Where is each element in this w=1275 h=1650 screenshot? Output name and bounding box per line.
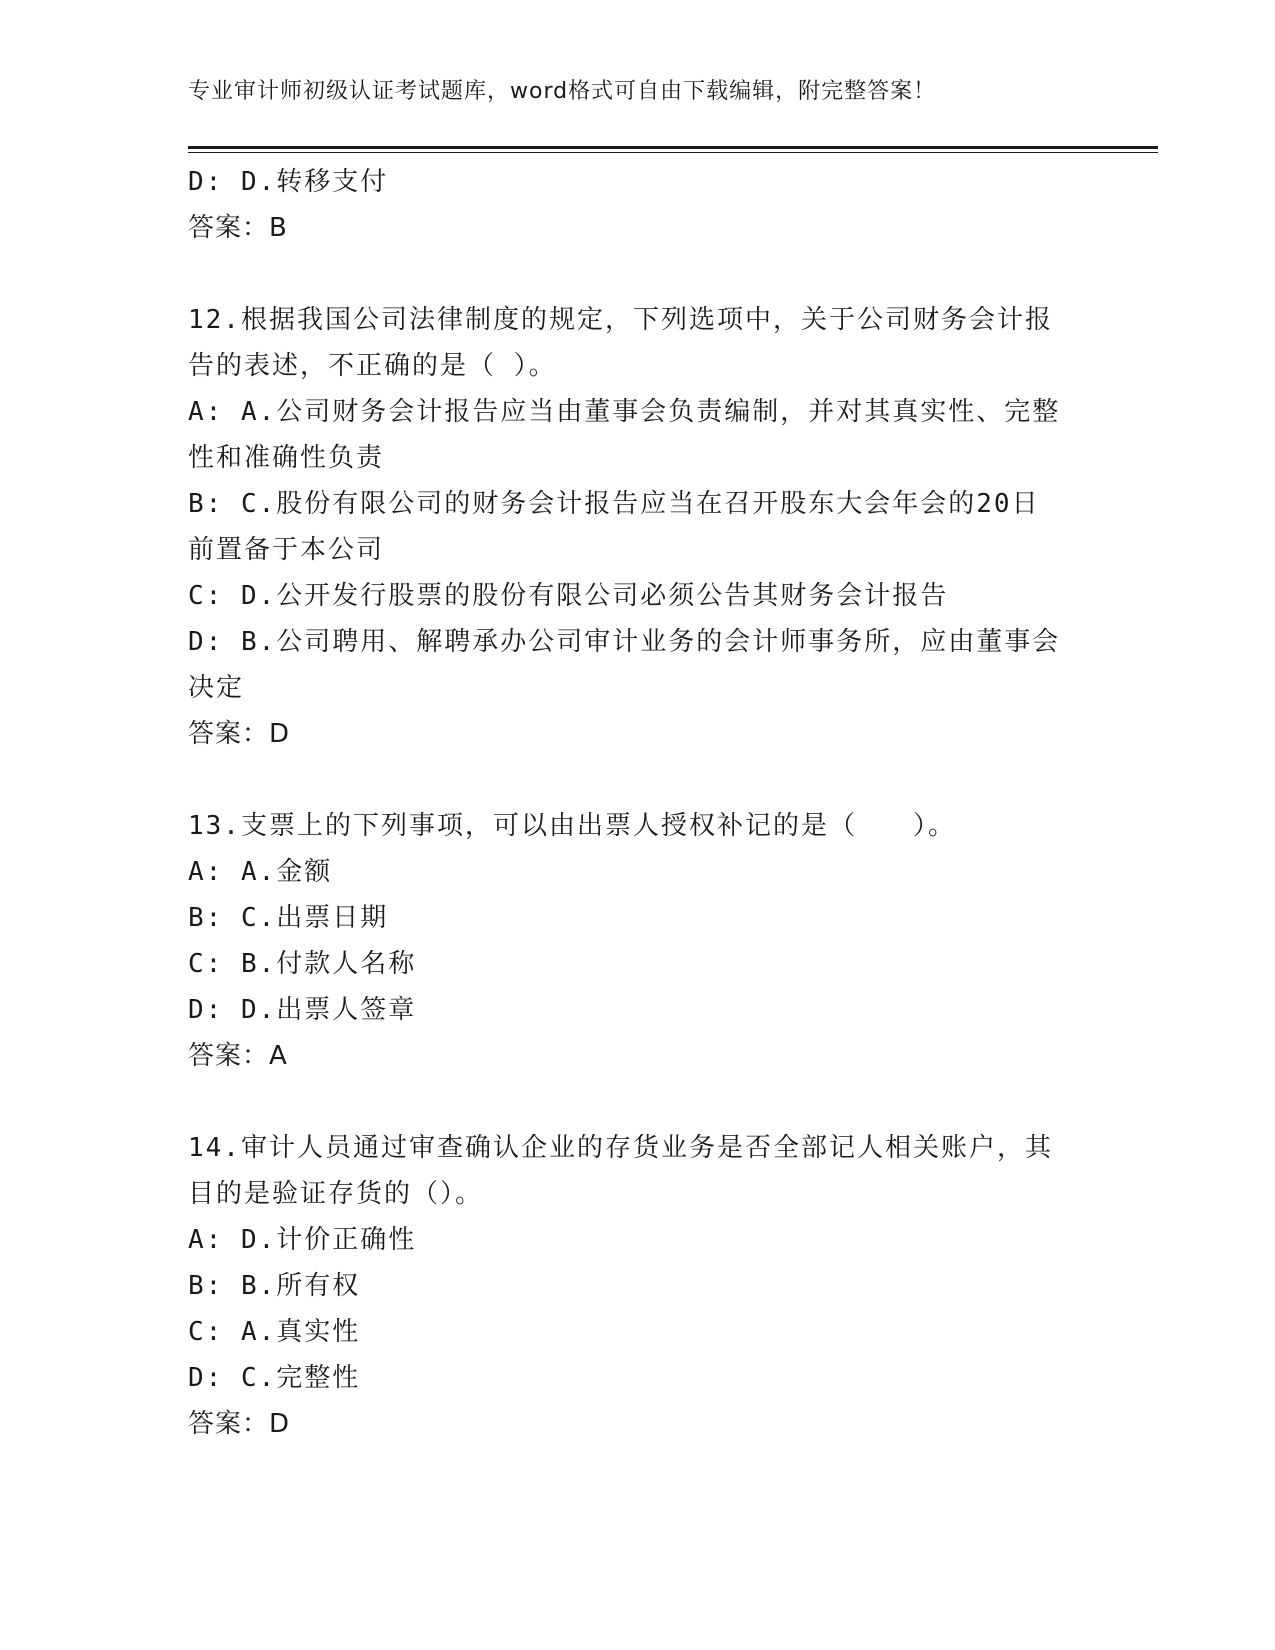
option-line: C: A.真实性 [188,1317,361,1347]
option-line: 性和准确性负责 [188,443,385,473]
header-rule-thick [188,146,1158,149]
question-block [188,803,1088,1079]
option-line: C: D.公开发行股票的股份有限公司必须公告其财务会计报告 [188,581,949,611]
option-line: D: D.转移支付 [188,167,389,197]
question-stem-line: 12.根据我国公司法律制度的规定，下列选项中，关于公司财务会计报 [188,305,1053,335]
option-line: A: D.计价正确性 [188,1225,417,1255]
answer-line: 答案：B [188,213,288,243]
question-stem-line: 告的表述，不正确的是（ ）。 [188,351,557,381]
answer-line: 答案：A [188,1041,288,1071]
question-block [188,297,1088,757]
option-line: B: C.股份有限公司的财务会计报告应当在召开股东大会年会的20日 [188,489,1040,519]
option-line: D: D.出票人签章 [188,995,417,1025]
option-line: B: C.出票日期 [188,903,389,933]
question-stem-line: 14.审计人员通过审查确认企业的存货业务是否全部记人相关账户，其 [188,1133,1053,1163]
option-line: A: A.金额 [188,857,333,887]
option-line: A: A.公司财务会计报告应当由董事会负责编制，并对其真实性、完整 [188,397,1061,427]
answer-line: 答案：D [188,1409,291,1439]
answer-line: 答案：D [188,719,291,749]
option-line: D: B.公司聘用、解聘承办公司审计业务的会计师事务所，应由董事会 [188,627,1061,657]
option-line: B: B.所有权 [188,1271,361,1301]
option-line: C: B.付款人名称 [188,949,417,979]
option-line: 前置备于本公司 [188,535,385,565]
question-block [188,159,1088,251]
page-header: 专业审计师初级认证考试题库，word格式可自由下载编辑，附完整答案！ [188,79,937,104]
question-stem-line: 目的是验证存货的（）。 [188,1179,484,1209]
option-line: D: C.完整性 [188,1363,361,1393]
question-block [188,1125,1088,1447]
option-line: 决定 [188,673,245,703]
header-rule-thin [188,152,1158,153]
document-body [188,159,1088,1447]
question-stem-line: 13.支票上的下列事项，可以由出票人授权补记的是（ ）。 [188,811,956,841]
